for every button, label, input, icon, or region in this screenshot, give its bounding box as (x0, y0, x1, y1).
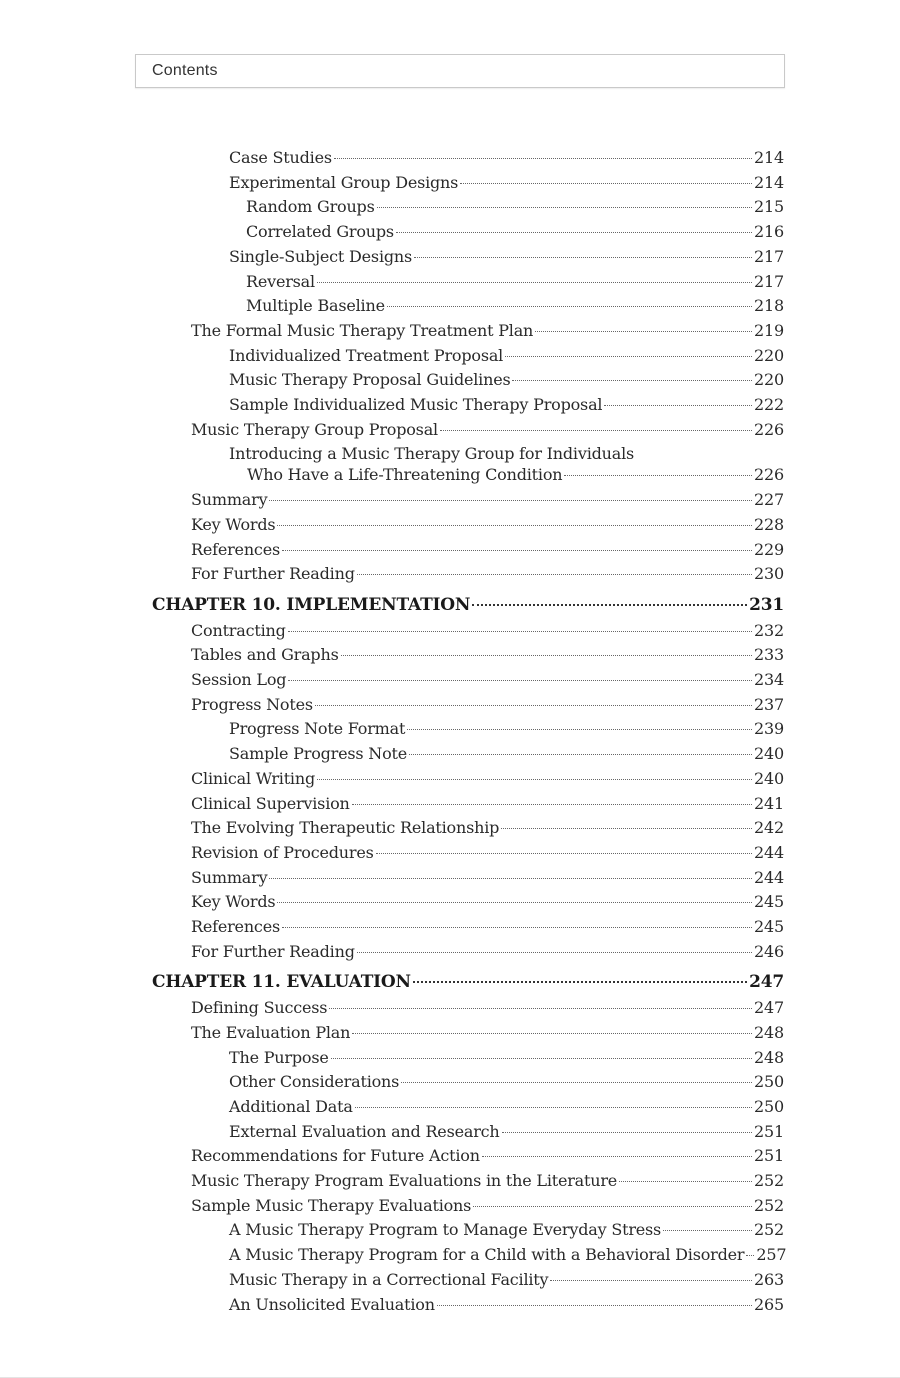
toc-page-number: 251 (754, 1121, 784, 1141)
toc-page-number: 247 (749, 972, 784, 993)
dot-leader (352, 1033, 752, 1034)
dot-leader (472, 604, 747, 606)
toc-entry (191, 998, 784, 1018)
toc-entry (191, 490, 784, 510)
dot-leader (355, 1107, 752, 1108)
toc-entry (191, 794, 784, 814)
toc-entry (229, 1270, 784, 1290)
toc-entry (229, 173, 784, 193)
toc-page-number: 240 (754, 768, 784, 788)
toc-entry-title: Case Studies (229, 148, 332, 167)
dot-leader (282, 550, 752, 551)
toc-entry-title: The Formal Music Therapy Treatment Plan (191, 320, 534, 340)
toc-entry-title: Single-Subject Designs (229, 246, 413, 266)
toc-page-number: 247 (754, 998, 784, 1018)
toc-entry (191, 540, 784, 560)
toc-entry-title: Music Therapy Proposal Guidelines (229, 370, 511, 390)
dot-leader (604, 405, 752, 406)
toc-entry (191, 321, 784, 341)
toc-page-number: 234 (754, 670, 784, 689)
toc-entry-title: Music Therapy in a Correctional Facility (229, 1269, 549, 1289)
toc-entry (229, 443, 784, 485)
dot-leader (357, 574, 752, 575)
toc-page-number: 217 (754, 271, 784, 291)
toc-page-number: 240 (754, 744, 784, 764)
toc-entry-title-continued: Who Have a Life-Threatening Condition (247, 465, 563, 485)
toc-entry-title: Summary (191, 490, 268, 510)
toc-entry-title: Clinical Writing (191, 768, 315, 788)
toc-page-number: 231 (749, 594, 784, 615)
toc-entry (229, 1122, 784, 1142)
dot-leader (502, 1132, 753, 1133)
dot-leader (376, 853, 752, 854)
toc-entry (191, 645, 784, 665)
toc-page-number: 220 (754, 345, 784, 365)
toc-page-number: 244 (754, 842, 784, 862)
toc-entry (191, 892, 784, 912)
toc-page-number: 248 (754, 1047, 784, 1067)
toc-entry-title: Tables and Graphs (191, 645, 339, 665)
toc-page-number: 252 (754, 1171, 784, 1190)
dot-leader (277, 525, 752, 526)
dot-leader (317, 282, 752, 283)
dot-leader (550, 1280, 752, 1281)
toc-entry (191, 1146, 784, 1166)
toc-entry-title: Clinical Supervision (191, 793, 350, 813)
toc-chapter-entry (152, 972, 784, 992)
toc-page-number: 246 (754, 941, 784, 961)
toc-entry (191, 1023, 784, 1043)
toc-entry-title: The Purpose (229, 1047, 329, 1067)
toc-page-number: 248 (754, 1022, 784, 1042)
toc-entry-title: Summary (191, 867, 268, 887)
toc-entry (229, 1295, 784, 1315)
dot-leader (482, 1156, 752, 1157)
dot-leader (437, 1305, 752, 1306)
toc-entry-title: Sample Progress Note (229, 744, 408, 764)
toc-entry (229, 247, 784, 267)
toc-entry (229, 1220, 784, 1240)
toc-entry (229, 1245, 787, 1265)
dot-leader (341, 655, 752, 656)
toc-entry-title: References (191, 539, 280, 559)
toc-entry-title: Random Groups (246, 197, 375, 217)
toc-entry-title: Key Words (191, 514, 276, 534)
dot-leader (473, 1206, 752, 1207)
toc-page-number: 226 (754, 419, 784, 439)
toc-entry (191, 917, 784, 937)
dot-leader (357, 952, 752, 953)
dot-leader (352, 804, 752, 805)
toc-entry (191, 769, 784, 789)
toc-entry (229, 395, 784, 415)
toc-page-number: 216 (754, 222, 784, 242)
toc-entry-title: Individualized Treatment Proposal (229, 345, 504, 365)
toc-entry-title: Defining Success (191, 998, 328, 1018)
toc-entry (246, 296, 784, 316)
dot-leader (401, 1082, 752, 1083)
toc-entry-title: Additional Data (229, 1096, 353, 1116)
toc-entry-title: Correlated Groups (246, 222, 394, 242)
dot-leader (317, 779, 752, 780)
dot-leader (413, 981, 747, 983)
toc-page-number: 239 (754, 719, 784, 739)
toc-page-number: 242 (754, 818, 784, 838)
toc-entry-title: The Evaluation Plan (191, 1022, 351, 1042)
dot-leader (414, 257, 752, 258)
dot-leader (315, 705, 752, 706)
toc-page-number: 265 (754, 1294, 784, 1314)
toc-entry (191, 670, 784, 690)
toc-entry (229, 1072, 784, 1092)
toc-page-number: 218 (754, 296, 784, 316)
running-header-label: Contents (152, 62, 218, 79)
toc-entry-title: Multiple Baseline (246, 296, 385, 316)
toc-page-number: 245 (754, 917, 784, 936)
dot-leader (663, 1230, 752, 1231)
toc-entry-title: For Further Reading (191, 564, 355, 584)
dot-leader (269, 500, 752, 501)
dot-leader (329, 1008, 752, 1009)
toc-page-number: 244 (754, 867, 784, 887)
dot-leader (282, 927, 752, 928)
toc-entry (229, 346, 784, 366)
toc-page-number: 250 (754, 1096, 784, 1116)
toc-entry (191, 818, 784, 838)
toc-page-number: 245 (754, 892, 784, 912)
toc-entry-title: Progress Note Format (229, 719, 406, 739)
dot-leader (277, 902, 752, 903)
toc-entry (191, 1196, 784, 1216)
toc-page-number: 219 (754, 320, 784, 340)
toc-entry (191, 420, 784, 440)
toc-entry (229, 1097, 784, 1117)
toc-entry-title: Music Therapy Group Proposal (191, 419, 438, 439)
toc-page-number: 237 (754, 694, 784, 714)
dot-leader (505, 356, 752, 357)
dot-leader (619, 1181, 752, 1182)
toc-page-number: 215 (754, 197, 784, 217)
toc-entry-title: An Unsolicited Evaluation (229, 1294, 435, 1314)
toc-entry-title: Recommendations for Future Action (191, 1146, 480, 1166)
toc-entry-title: CHAPTER 11. EVALUATION (152, 972, 411, 993)
toc-page-number: 252 (754, 1195, 784, 1215)
toc-entry (229, 1048, 784, 1068)
toc-entry-title: Other Considerations (229, 1072, 400, 1092)
toc-entry-title: Key Words (191, 892, 276, 912)
toc-page-number: 257 (756, 1245, 787, 1265)
dot-leader (409, 754, 752, 755)
toc-entry-title: Experimental Group Designs (229, 172, 459, 192)
toc-entry (191, 621, 784, 641)
toc-entry (191, 942, 784, 962)
dot-leader (377, 207, 752, 208)
toc-page-number: 226 (754, 465, 784, 485)
toc-page-number: 214 (754, 148, 784, 167)
dot-leader (396, 232, 752, 233)
toc-page-number: 233 (754, 645, 784, 665)
dot-leader (407, 729, 752, 730)
toc-page-number: 222 (754, 395, 784, 414)
toc-page-number: 229 (754, 539, 784, 559)
dot-leader (288, 631, 752, 632)
dot-leader (501, 828, 752, 829)
toc-entry (246, 272, 784, 292)
toc-entry-title: Sample Individualized Music Therapy Proposal (229, 395, 603, 414)
dot-leader (331, 1058, 752, 1059)
dot-leader (387, 306, 752, 307)
dot-leader (288, 680, 752, 681)
toc-page-number: 252 (754, 1220, 784, 1240)
toc-entry (229, 719, 784, 739)
toc-page-number: 217 (754, 246, 784, 266)
toc-entry-title: External Evaluation and Research (229, 1121, 500, 1141)
toc-entry-title: Contracting (191, 620, 286, 640)
toc-entry (229, 370, 784, 390)
toc-entry (191, 515, 784, 535)
toc-page-number: 214 (754, 172, 784, 192)
toc-page-number: 227 (754, 490, 784, 510)
dot-leader (269, 878, 752, 879)
toc-entry-title: CHAPTER 10. IMPLEMENTATION (152, 594, 471, 615)
toc-page-number: 228 (754, 514, 784, 534)
toc-entry (229, 744, 784, 764)
toc-page-number: 232 (754, 620, 784, 640)
toc-entry (191, 868, 784, 888)
toc-page-number: 230 (754, 564, 784, 584)
toc-entry (191, 843, 784, 863)
toc-entry (229, 148, 784, 168)
toc-entry-title: The Evolving Therapeutic Relationship (191, 818, 500, 838)
toc-entry (246, 197, 784, 217)
toc-page-number: 220 (754, 370, 784, 390)
dot-leader (440, 430, 752, 431)
dot-leader (512, 380, 752, 381)
toc-page-number: 263 (754, 1269, 784, 1289)
toc-entry-title: Music Therapy Program Evaluations in the Literature (191, 1171, 618, 1190)
toc-entry-title: Reversal (246, 271, 315, 291)
toc-entry-title: Session Log (191, 670, 287, 689)
toc-entry (191, 695, 784, 715)
toc-entry-title: A Music Therapy Program for a Child with a Behavioral Disorder (229, 1245, 745, 1265)
toc-entry (246, 222, 784, 242)
toc-page-number: 251 (754, 1146, 784, 1166)
toc-chapter-entry (152, 595, 784, 615)
toc-page-number: 241 (754, 793, 784, 813)
toc-entry-title: Introducing a Music Therapy Group for Individuals (229, 444, 635, 464)
toc-entry-title: A Music Therapy Program to Manage Everyday Stress (229, 1220, 662, 1240)
dot-leader (334, 158, 752, 159)
toc-page-number: 250 (754, 1072, 784, 1092)
toc-entry-title: Revision of Procedures (191, 842, 374, 862)
dot-leader (535, 331, 752, 332)
toc-entry-title: References (191, 917, 280, 936)
dot-leader (564, 475, 752, 476)
dot-leader (746, 1255, 754, 1256)
dot-leader (460, 183, 752, 184)
toc-entry (191, 564, 784, 584)
toc-entry-title: Sample Music Therapy Evaluations (191, 1195, 472, 1215)
toc-entry-continuation (229, 465, 784, 485)
toc-entry-title: Progress Notes (191, 694, 313, 714)
toc-entry (191, 1171, 784, 1191)
toc-entry-title: For Further Reading (191, 941, 355, 961)
